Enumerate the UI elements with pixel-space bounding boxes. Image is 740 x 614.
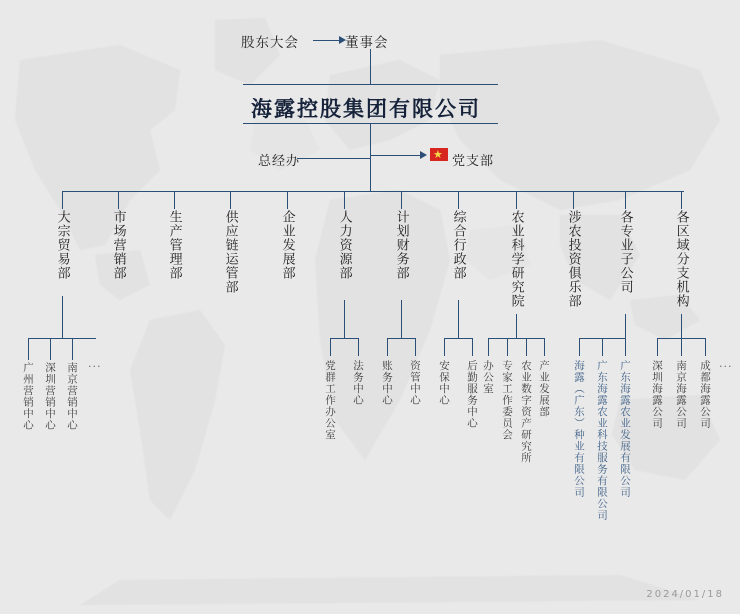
node-dept-subsidiaries[interactable]: 各专业子公司 (617, 210, 633, 294)
node-sub-expert-committee[interactable]: 专家工作委员会 (501, 360, 514, 441)
node-dept-marketing[interactable]: 市场营销部 (110, 210, 126, 280)
node-general-manager-office[interactable]: 总经办 (258, 154, 301, 169)
ellipsis-marketing: ··· (88, 360, 102, 373)
node-dept-general-administration[interactable]: 综合行政部 (450, 210, 466, 280)
node-sub-institute-office[interactable]: 办公室 (482, 360, 495, 395)
node-sub-nanjing-company[interactable]: 南京海露公司 (675, 360, 688, 429)
node-dept-enterprise-development[interactable]: 企业发展部 (279, 210, 295, 280)
node-sub-accounting-center[interactable]: 账务中心 (381, 360, 394, 406)
node-shareholders-meeting[interactable]: 股东大会 (241, 35, 299, 51)
node-dept-regional-branches[interactable]: 各区域分支机构 (673, 210, 689, 308)
node-sub-logistics-service-center[interactable]: 后勤服务中心 (466, 360, 479, 429)
node-sub-hailu-seed-company[interactable]: 海露（广东）种业有限公司 (573, 360, 586, 498)
node-dept-bulk-trade[interactable]: 大宗贸易部 (54, 210, 70, 280)
node-sub-chengdu-company[interactable]: 成都海露公司 (699, 360, 712, 429)
node-sub-agri-development-company[interactable]: 广东海露农业发展有限公司 (619, 360, 632, 498)
node-sub-party-affairs-office[interactable]: 党群工作办公室 (324, 360, 337, 441)
node-sub-agri-tech-service-company[interactable]: 广东海露农业科技服务有限公司 (596, 360, 609, 521)
node-dept-agri-research-institute[interactable]: 农业科学研究院 (508, 210, 524, 308)
date-stamp: 2024/01/18 (646, 589, 724, 600)
node-sub-guangzhou-marketing-center[interactable]: 广州营销中心 (22, 362, 35, 431)
node-dept-supply-chain[interactable]: 供应链运管部 (222, 210, 238, 294)
node-sub-digital-asset-research[interactable]: 农业数字资产研究所 (520, 360, 533, 464)
node-sub-capital-management-center[interactable]: 资管中心 (409, 360, 422, 406)
node-party-branch[interactable]: 党支部 (452, 154, 495, 169)
node-sub-nanjing-marketing-center[interactable]: 南京营销中心 (66, 362, 79, 431)
node-sub-security-center[interactable]: 安保中心 (438, 360, 451, 406)
node-dept-human-resources[interactable]: 人力资源部 (336, 210, 352, 280)
node-dept-planning-finance[interactable]: 计划财务部 (393, 210, 409, 280)
node-sub-shenzhen-marketing-center[interactable]: 深圳营销中心 (44, 362, 57, 431)
node-board-of-directors[interactable]: 董事会 (345, 35, 389, 51)
node-dept-agri-investment-club[interactable]: 涉农投资俱乐部 (565, 210, 581, 308)
node-sub-shenzhen-company[interactable]: 深圳海露公司 (651, 360, 664, 429)
node-sub-industry-development[interactable]: 产业发展部 (538, 360, 551, 418)
ellipsis-branches: ··· (719, 360, 733, 373)
node-dept-production[interactable]: 生产管理部 (166, 210, 182, 280)
page-title: 海露控股集团有限公司 (251, 97, 481, 121)
node-sub-legal-center[interactable]: 法务中心 (352, 360, 365, 406)
party-flag-icon: ★ (430, 148, 448, 161)
